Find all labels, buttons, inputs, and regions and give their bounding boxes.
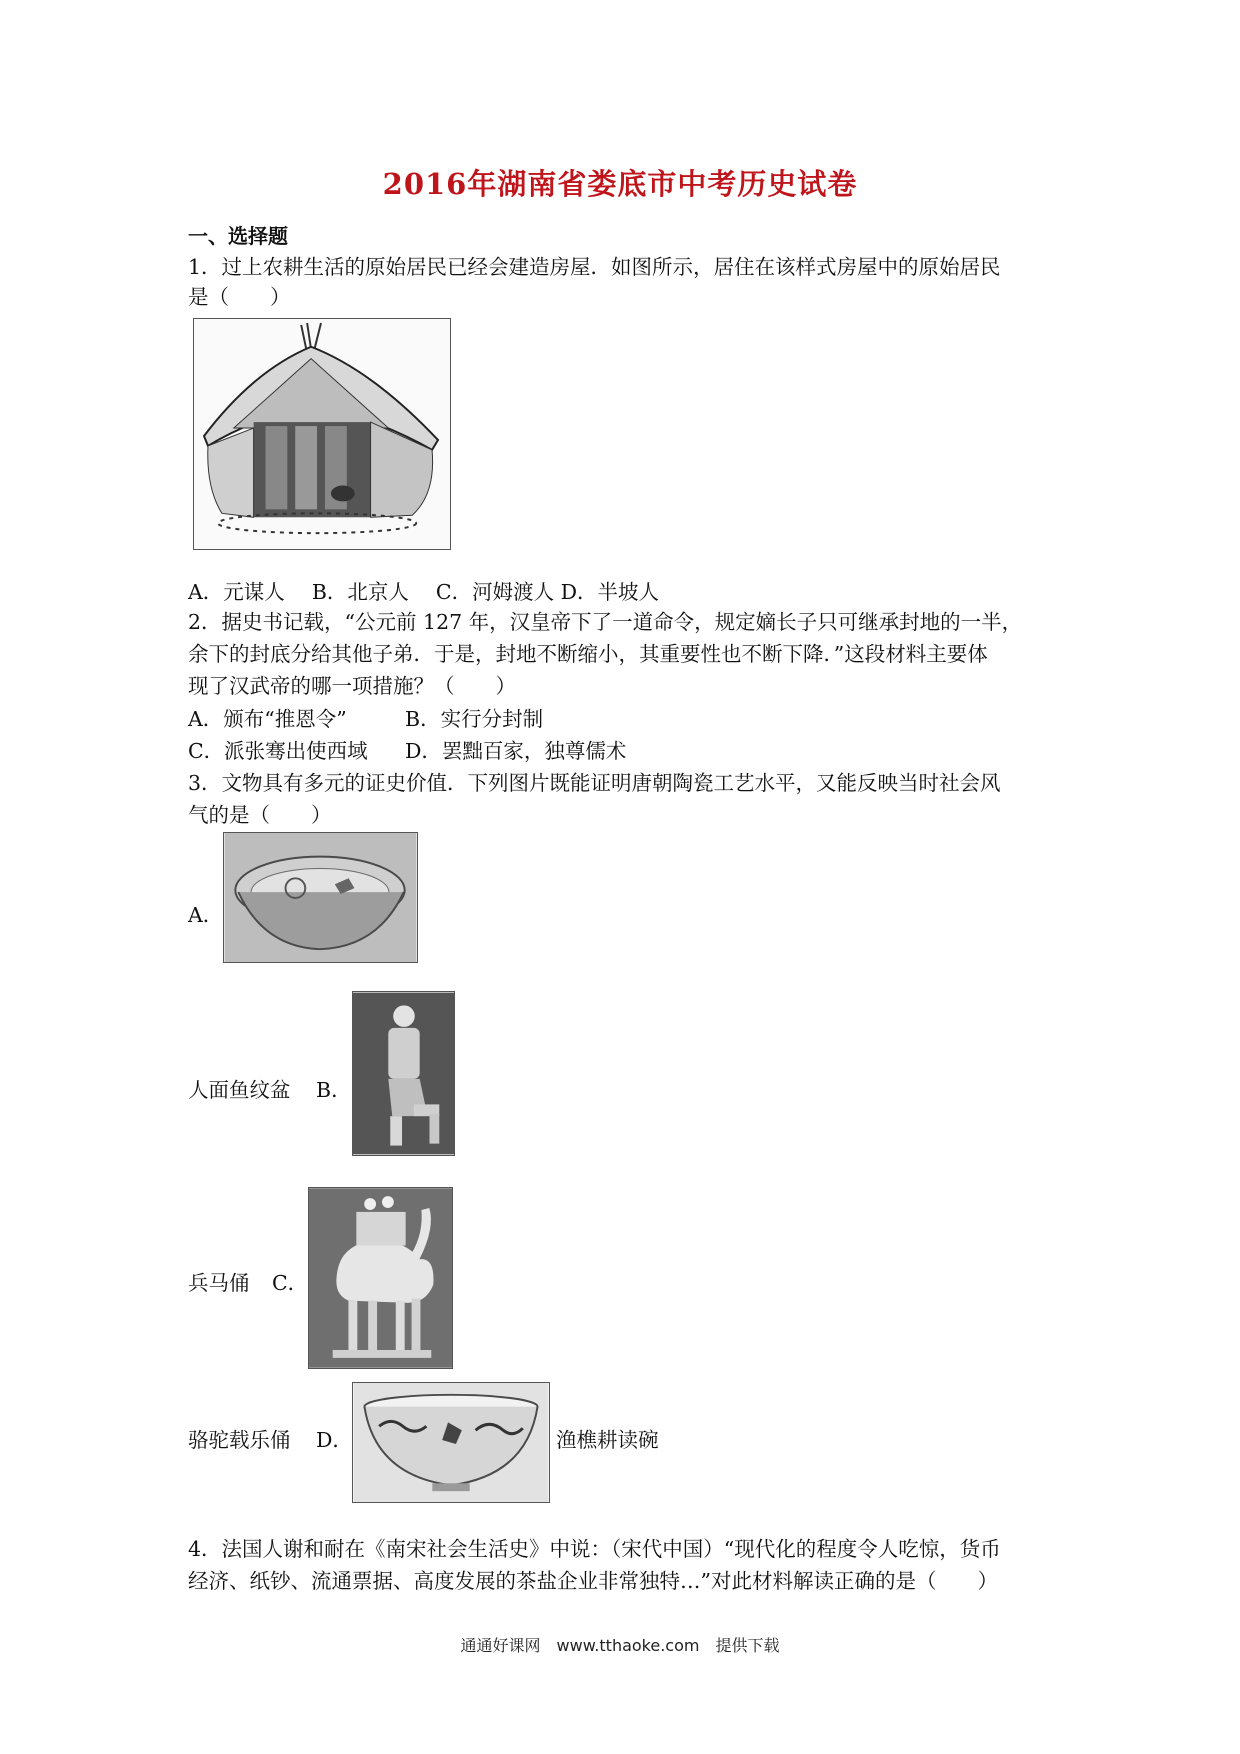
page-title: 2016年湖南省娄底市中考历史试卷 [382, 167, 858, 201]
q3-option-c-caption: 骆驼载乐俑 [188, 1428, 291, 1452]
q3-option-c-label: C． [272, 1271, 309, 1295]
camel-figurine-image [308, 1187, 453, 1369]
q2-option-c: C．派张骞出使西域 [188, 739, 368, 763]
bowl-image [352, 1382, 550, 1503]
q2-stem-line3: 现了汉武帝的哪一项措施？（ ） [188, 674, 516, 698]
q3-option-d-label: D． [316, 1428, 353, 1452]
q2-option-a: A．颁布“推恩令” [188, 707, 347, 731]
page-footer: 通通好课网 www.tthaoke.com 提供下载 [460, 1636, 780, 1655]
q3-option-a-caption: 人面鱼纹盆 [188, 1078, 291, 1102]
basin-image [223, 832, 418, 963]
q3-option-d-caption: 渔樵耕读碗 [556, 1428, 659, 1452]
q3-option-b-label: B． [316, 1078, 352, 1102]
q3-option-b-caption: 兵马俑 [188, 1271, 250, 1295]
q4-stem-line2: 经济、纸钞、流通票据、高度发展的茶盐企业非常独特…”对此材料解读正确的是（ ） [188, 1569, 998, 1593]
q2-option-d: D．罢黜百家，独尊儒术 [405, 739, 627, 763]
q3-stem-line1: 3．文物具有多元的证史价值．下列图片既能证明唐朝陶瓷工艺水平，又能反映当时社会风 [188, 771, 1001, 795]
q1-options: A．元谋人 B．北京人 C．河姆渡人 D．半坡人 [188, 580, 660, 604]
q3-stem-line2: 气的是（ ） [188, 803, 332, 827]
q1-stem-line2: 是（ ） [188, 285, 291, 309]
q4-stem-line1: 4．法国人谢和耐在《南宋社会生活史》中说：（宋代中国）“现代化的程度令人吃惊，货币 [188, 1537, 1001, 1561]
section-heading: 一、选择题 [188, 224, 288, 248]
q2-stem-line1: 2．据史书记载，“公元前 127 年，汉皇帝下了一道命令，规定嫡长子只可继承封地的一半， [188, 610, 1023, 634]
q3-option-a-label: A． [188, 903, 224, 927]
q2-option-b: B．实行分封制 [405, 707, 544, 731]
q2-stem-line2: 余下的封底分给其他子弟．于是，封地不断缩小，其重要性也不断下降．”这段材料主要体 [188, 642, 988, 666]
hut-image [193, 318, 451, 550]
terracotta-warrior-image [352, 991, 455, 1156]
q1-stem-line1: 1．过上农耕生活的原始居民已经会建造房屋．如图所示，居住在该样式房屋中的原始居民 [188, 255, 1001, 279]
